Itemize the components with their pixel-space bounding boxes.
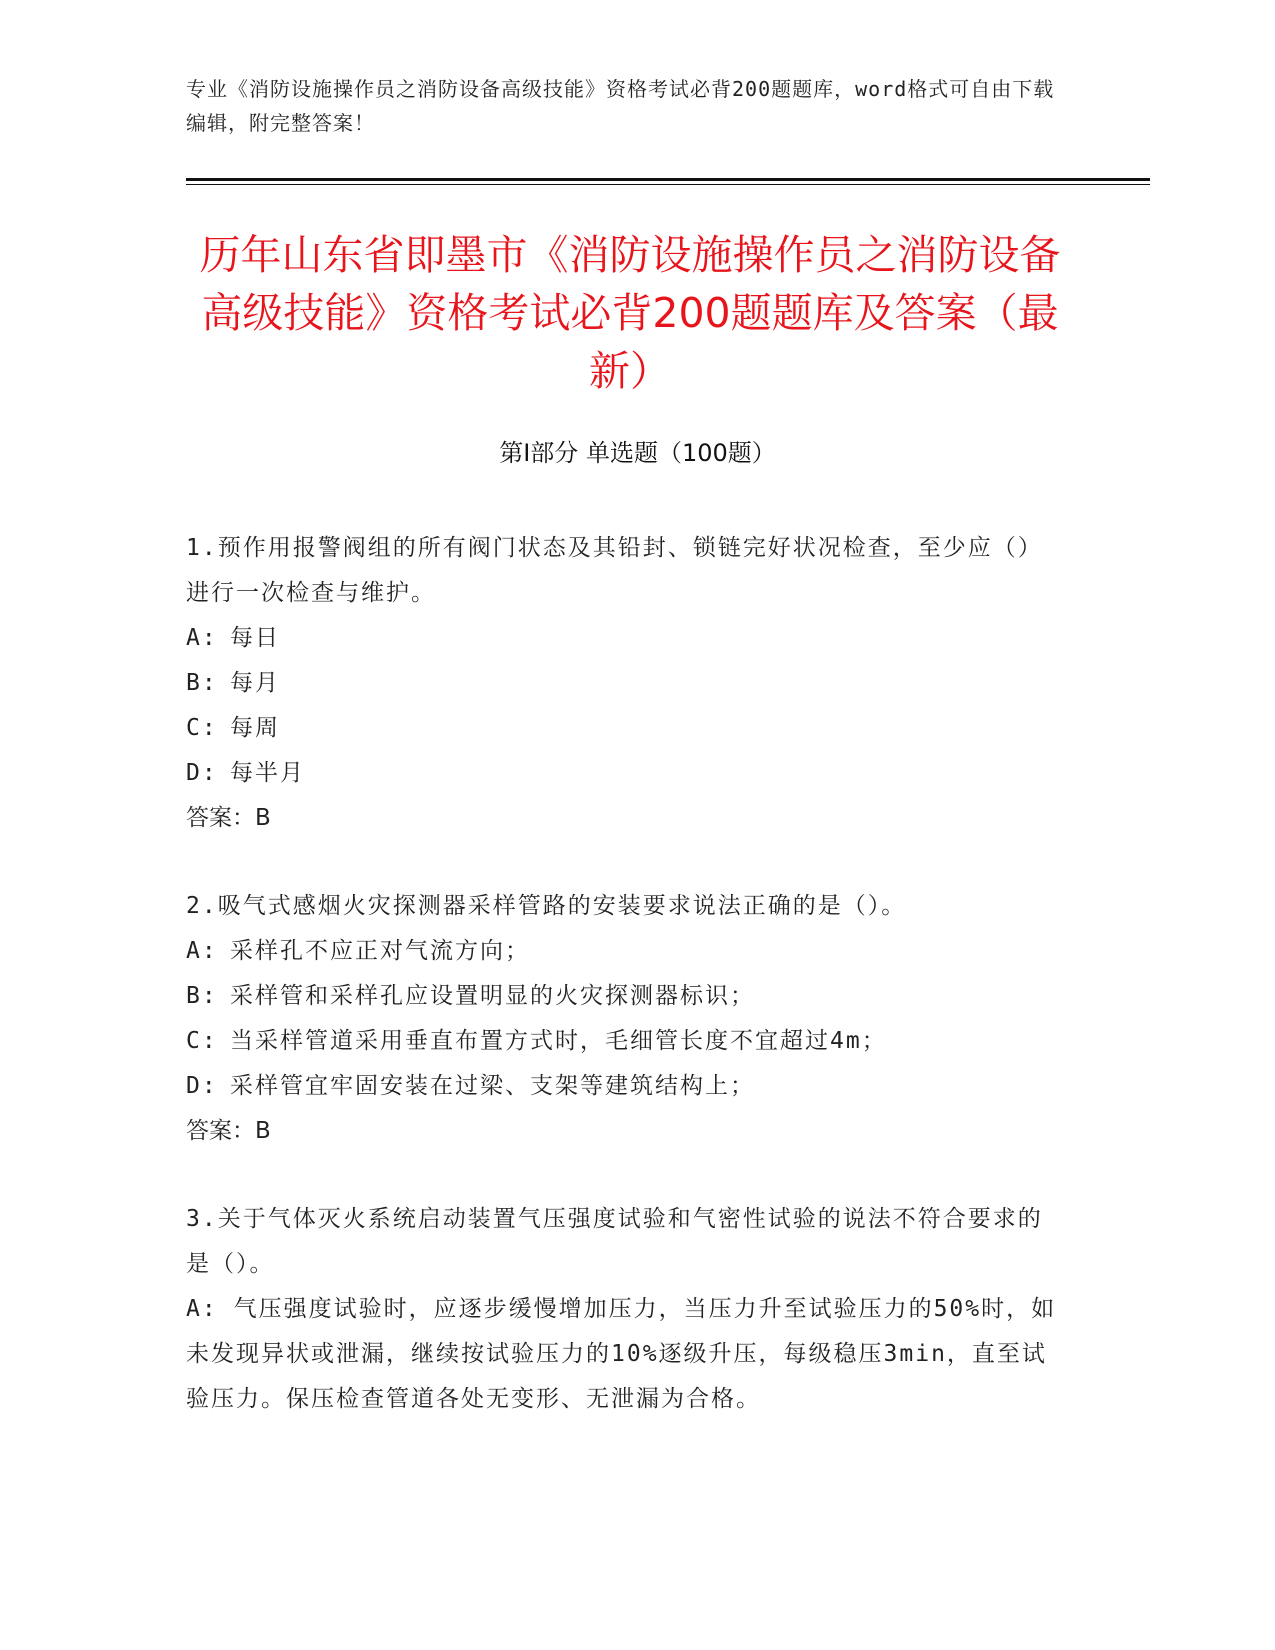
option-letter: A:: [186, 938, 218, 964]
document-title: 历年山东省即墨市《消防设施操作员之消防设备高级技能》资格考试必背200题题库及答案（最新）: [199, 231, 1061, 395]
header-rule-thin: [186, 184, 1150, 185]
option-text: 采样孔不应正对气流方向；: [230, 938, 530, 964]
option-letter: D:: [186, 1073, 218, 1099]
option-text: 每周: [230, 715, 280, 741]
question-stem: 3.关于气体灭火系统启动装置气压强度试验和气密性试验的说法不符合要求的是（）。: [186, 1206, 1043, 1277]
option-letter: A:: [186, 625, 218, 651]
question-1: [186, 526, 1066, 841]
option-a: [186, 929, 1066, 974]
header-text: 专业《消防设施操作员之消防设备高级技能》资格考试必背200题题库，word格式可自由下载编辑，附完整答案！: [186, 77, 1055, 135]
answer-line: 答案：B: [186, 805, 271, 831]
answer-line: 答案：B: [186, 1118, 271, 1144]
option-text: 每半月: [230, 760, 305, 786]
option-letter: B:: [186, 670, 218, 696]
option-b: [186, 974, 1066, 1019]
option-d: [186, 751, 1066, 796]
option-text: 当采样管道采用垂直布置方式时，毛细管长度不宜超过4m；: [230, 1028, 887, 1054]
option-c: [186, 706, 1066, 751]
question-2: [186, 884, 1066, 1154]
question-stem: 1.预作用报警阀组的所有阀门状态及其铅封、锁链完好状况检查，至少应（）进行一次检查与维护。: [186, 535, 1043, 606]
question-stem: 2.吸气式感烟火灾探测器采样管路的安装要求说法正确的是（）。: [186, 893, 907, 919]
option-letter: C:: [186, 1028, 218, 1054]
option-text: 采样管和采样孔应设置明显的火灾探测器标识；: [230, 983, 755, 1009]
option-c: [186, 1019, 1066, 1064]
question-3: [186, 1197, 1066, 1422]
option-letter: C:: [186, 715, 218, 741]
option-text: 气压强度试验时，应逐步缓慢增加压力，当压力升至试验压力的50%时，如未发现异状或泄漏，继续按试验压力的10%逐级升压，每级稳压3min，直至试验压力。保压检查管道各处无变形、无泄漏为合格。: [186, 1296, 1057, 1412]
question-list: [186, 526, 1066, 1465]
option-text: 采样管宜牢固安装在过梁、支架等建筑结构上；: [230, 1073, 755, 1099]
option-a: [186, 1287, 1066, 1422]
option-letter: D:: [186, 760, 218, 786]
header-rule-thick: [186, 178, 1150, 181]
option-a: [186, 616, 1066, 661]
option-d: [186, 1064, 1066, 1109]
option-letter: A:: [186, 1296, 218, 1322]
option-b: [186, 661, 1066, 706]
section-title: 第Ⅰ部分 单选题（100题）: [499, 439, 776, 467]
option-text: 每月: [230, 670, 280, 696]
option-text: 每日: [230, 625, 280, 651]
option-letter: B:: [186, 983, 218, 1009]
